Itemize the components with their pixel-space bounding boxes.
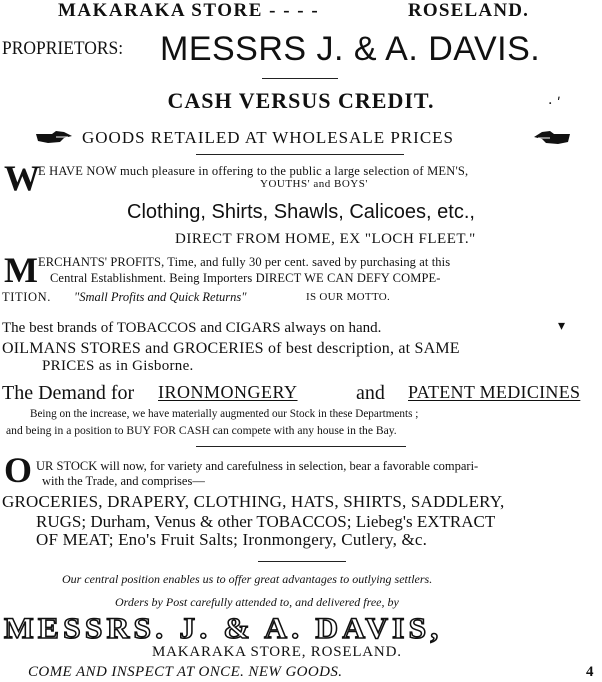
stock-list-line3: OF MEAT; Eno's Fruit Salts; Ironmongery, Cutlery, &c.	[36, 530, 428, 549]
patent-medicines-heading: PATENT MEDICINES	[408, 382, 581, 402]
orders-by-post: Orders by Post carefully attended to, and delivered free, by	[115, 595, 399, 609]
para2-line2: Central Establishment. Being Importers DIRECT WE CAN DEFY COMPE-	[50, 271, 441, 285]
ink-speck: ▾	[558, 318, 566, 334]
drop-cap-o: O	[4, 450, 33, 490]
para1-line2: YOUTHS' and BOYS'	[260, 178, 368, 190]
ink-speck: · ʹ	[548, 96, 561, 112]
para5-line1: UR STOCK will now, for variety and carefulness in selection, bear a favorable compari-	[36, 459, 479, 473]
store-address: MAKARAKA STORE, ROSELAND.	[152, 644, 402, 660]
proprietor-name-large: MESSRS. J. & A. DAVIS,	[4, 612, 443, 645]
store-name: MAKARAKA STORE - - - -	[58, 0, 320, 21]
proprietors-label: PROPRIETORS:	[2, 38, 124, 59]
pointing-hand-left-icon	[532, 128, 572, 148]
demand-and: and	[356, 382, 385, 404]
stock-list-line2: RUGS; Durham, Venus & other TOBACCOS; Liebeg's EXTRACT	[36, 512, 496, 531]
oilmans-line: OILMANS STORES and GROCERIES of best description, at SAME	[2, 340, 460, 357]
para2-line3c: IS OUR MOTTO.	[306, 291, 391, 303]
drop-cap-m: M	[4, 250, 38, 290]
stock-list-line1: GROCERIES, DRAPERY, CLOTHING, HATS, SHIRTS, SADDLERY,	[2, 492, 505, 511]
issue-number: 4	[586, 664, 594, 680]
clothing-line: Clothing, Shirts, Shawls, Calicoes, etc.,	[127, 201, 475, 223]
proprietors-name: MESSRS J. & A. DAVIS.	[160, 30, 541, 68]
divider	[258, 561, 346, 562]
para2-line1: ERCHANTS' PROFITS, Time, and fully 30 per cent. saved by purchasing at this	[38, 255, 451, 269]
cash-heading: CASH VERSUS CREDIT.	[167, 88, 435, 113]
central-position: Our central position enables us to offer great advantages to outlying settlers.	[62, 572, 433, 586]
divider	[262, 78, 338, 79]
para2-motto: "Small Profits and Quick Returns"	[74, 290, 247, 304]
para2-line3a: TITION.	[2, 290, 51, 304]
demand-text: The Demand for	[2, 382, 135, 404]
para4-line2: and being in a position to BUY FOR CASH can compete with any house in the Bay.	[6, 424, 397, 437]
prices-line: PRICES as in Gisborne.	[42, 358, 194, 374]
come-inspect: COME AND INSPECT AT ONCE. NEW GOODS.	[28, 664, 343, 680]
store-location: ROSELAND.	[408, 0, 530, 21]
tobacco-line: The best brands of TOBACCOS and CIGARS always on hand.	[2, 320, 382, 336]
para4-line1: Being on the increase, we have materially augmented our Stock in these Departments ;	[30, 408, 419, 420]
direct-from-home: DIRECT FROM HOME, EX "LOCH FLEET."	[175, 231, 476, 247]
pointing-hand-right-icon	[34, 128, 74, 146]
para1-line1: E HAVE NOW much pleasure in offering to the public a large selection of MEN'S,	[38, 164, 469, 178]
divider	[196, 446, 406, 447]
drop-cap-w: W	[4, 158, 40, 198]
goods-line: GOODS RETAILED AT WHOLESALE PRICES	[82, 128, 455, 147]
divider	[196, 154, 404, 155]
para5-line2: with the Trade, and comprises—	[42, 474, 205, 488]
ironmongery-heading: IRONMONGERY	[158, 382, 298, 402]
